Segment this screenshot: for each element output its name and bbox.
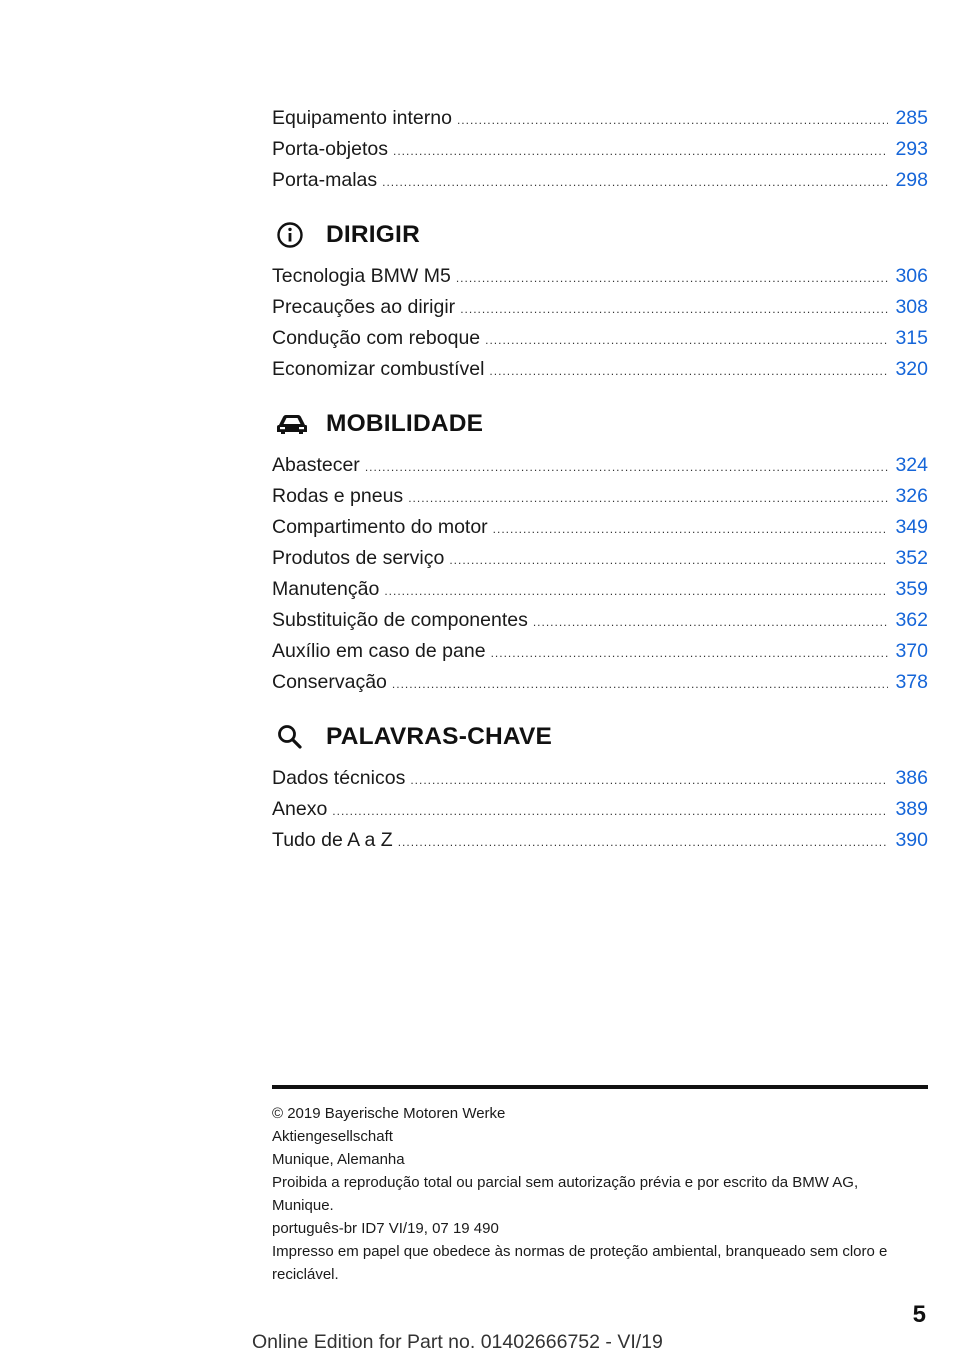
toc-entry-label: Precauções ao dirigir: [272, 296, 456, 318]
page-link[interactable]: 378: [895, 671, 928, 693]
toc-entry-label: Tecnologia BMW M5: [272, 265, 451, 287]
page-link[interactable]: 390: [895, 829, 928, 851]
dot-leader: [382, 167, 888, 198]
dot-leader: [457, 105, 888, 136]
page-link[interactable]: 308: [895, 296, 928, 318]
toc-entry-dados-tecnicos[interactable]: [272, 763, 928, 794]
dot-leader: [456, 263, 888, 294]
dot-leader: [392, 669, 888, 700]
edition-footer: Online Edition for Part no. 01402666752 - VI/19: [252, 1331, 663, 1353]
notice-line: Proibida a reprodução total ou parcial sem autorização prévia e por escrito da BMW AG,: [272, 1174, 859, 1191]
toc-entry-label: Anexo: [272, 798, 328, 820]
dot-leader: [410, 765, 888, 796]
toc-entry-label: Manutenção: [272, 578, 380, 600]
page-link[interactable]: 326: [895, 485, 928, 507]
dot-leader: [332, 796, 888, 827]
page-link[interactable]: 320: [895, 358, 928, 380]
page-link[interactable]: 285: [895, 107, 928, 129]
copyright-notice: [272, 1102, 928, 1286]
toc-entry-produtos-de-servico[interactable]: [272, 543, 928, 574]
footer-divider: [272, 1085, 928, 1089]
toc-entry-precaucoes-ao-dirigir[interactable]: [272, 292, 928, 323]
toc-entry-label: Condução com reboque: [272, 327, 481, 349]
dot-leader: [408, 483, 888, 514]
toc-entry-economizar-combustivel[interactable]: [272, 354, 928, 385]
section-heading: [272, 717, 928, 757]
toc-entry-conservacao[interactable]: [272, 667, 928, 698]
toc-entry-rodas-e-pneus[interactable]: [272, 481, 928, 512]
page-link[interactable]: 293: [895, 138, 928, 160]
notice-line: português-br ID7 VI/19, 07 19 490: [272, 1220, 499, 1237]
toc-entry-compartimento-do-motor[interactable]: [272, 512, 928, 543]
page-link[interactable]: 359: [895, 578, 928, 600]
page-number: 5: [912, 1301, 926, 1328]
section-title: MOBILIDADE: [326, 410, 484, 437]
page-link[interactable]: 315: [895, 327, 928, 349]
toc-section-dirigir: [272, 215, 928, 385]
section-title: PALAVRAS-CHAVE: [326, 723, 553, 750]
page-link[interactable]: 370: [895, 640, 928, 662]
toc-entry-label: Compartimento do motor: [272, 516, 488, 538]
table-of-contents: [272, 103, 928, 856]
toc-entry-substituicao-de-componentes[interactable]: [272, 605, 928, 636]
page-link[interactable]: 306: [895, 265, 928, 287]
toc-entry-manutencao[interactable]: [272, 574, 928, 605]
toc-entry-label: Substituição de componentes: [272, 609, 528, 631]
page-link[interactable]: 349: [895, 516, 928, 538]
toc-entry-auxilio-em-caso-de-pane[interactable]: [272, 636, 928, 667]
section-heading: [272, 215, 928, 255]
toc-entry-label: Porta-objetos: [272, 138, 388, 160]
toc-entry-anexo[interactable]: [272, 794, 928, 825]
dot-leader: [485, 325, 888, 356]
car-icon: [272, 408, 314, 440]
dot-leader: [365, 452, 888, 483]
notice-line: Impresso em papel que obedece às normas de proteção ambiental, branqueado sem cloro e: [272, 1243, 888, 1260]
dot-leader: [460, 294, 888, 325]
toc-entry-label: Conservação: [272, 671, 387, 693]
toc-entry-label: Tudo de A a Z: [272, 829, 393, 851]
toc-entry-label: Produtos de serviço: [272, 547, 445, 569]
section-title: DIRIGIR: [326, 221, 420, 248]
page-link[interactable]: 298: [895, 169, 928, 191]
dot-leader: [489, 356, 888, 387]
page-link[interactable]: 324: [895, 454, 928, 476]
notice-line: © 2019 Bayerische Motoren Werke: [272, 1105, 506, 1122]
section-heading: [272, 404, 928, 444]
page-link[interactable]: 386: [895, 767, 928, 789]
dot-leader: [384, 576, 888, 607]
toc-entry-label: Dados técnicos: [272, 767, 406, 789]
toc-entry-label: Auxílio em caso de pane: [272, 640, 486, 662]
toc-entry-label: Rodas e pneus: [272, 485, 404, 507]
toc-entry-tecnologia-bmw-m5[interactable]: [272, 261, 928, 292]
toc-section-palavras-chave: [272, 717, 928, 856]
toc-sections: [272, 215, 928, 856]
notice-line: Aktiengesellschaft: [272, 1128, 393, 1145]
toc-entry-label: Equipamento interno: [272, 107, 452, 129]
search-icon: [272, 721, 314, 753]
toc-entry-conducao-com-reboque[interactable]: [272, 323, 928, 354]
page-link[interactable]: 352: [895, 547, 928, 569]
toc-entry-porta-objetos[interactable]: [272, 134, 928, 165]
toc-entry-label: Abastecer: [272, 454, 360, 476]
dot-leader: [398, 827, 888, 858]
dot-leader: [493, 514, 888, 545]
page-link[interactable]: 362: [895, 609, 928, 631]
toc-entry-abastecer[interactable]: [272, 450, 928, 481]
page-link[interactable]: 389: [895, 798, 928, 820]
notice-line: Munique, Alemanha: [272, 1151, 405, 1168]
toc-entry-label: Porta-malas: [272, 169, 378, 191]
notice-line: reciclável.: [272, 1266, 339, 1283]
toc-section-mobilidade: [272, 404, 928, 698]
dot-leader: [393, 136, 888, 167]
dot-leader: [449, 545, 888, 576]
dot-leader: [491, 638, 888, 669]
notice-line: Munique.: [272, 1197, 334, 1214]
dot-leader: [533, 607, 888, 638]
toc-entry-porta-malas[interactable]: [272, 165, 928, 196]
toc-entry-equipamento-interno[interactable]: [272, 103, 928, 134]
info-icon: [272, 219, 314, 251]
toc-entry-label: Economizar combustível: [272, 358, 485, 380]
toc-continued-entries: [272, 103, 928, 196]
toc-entry-tudo-de-a-a-z[interactable]: [272, 825, 928, 856]
